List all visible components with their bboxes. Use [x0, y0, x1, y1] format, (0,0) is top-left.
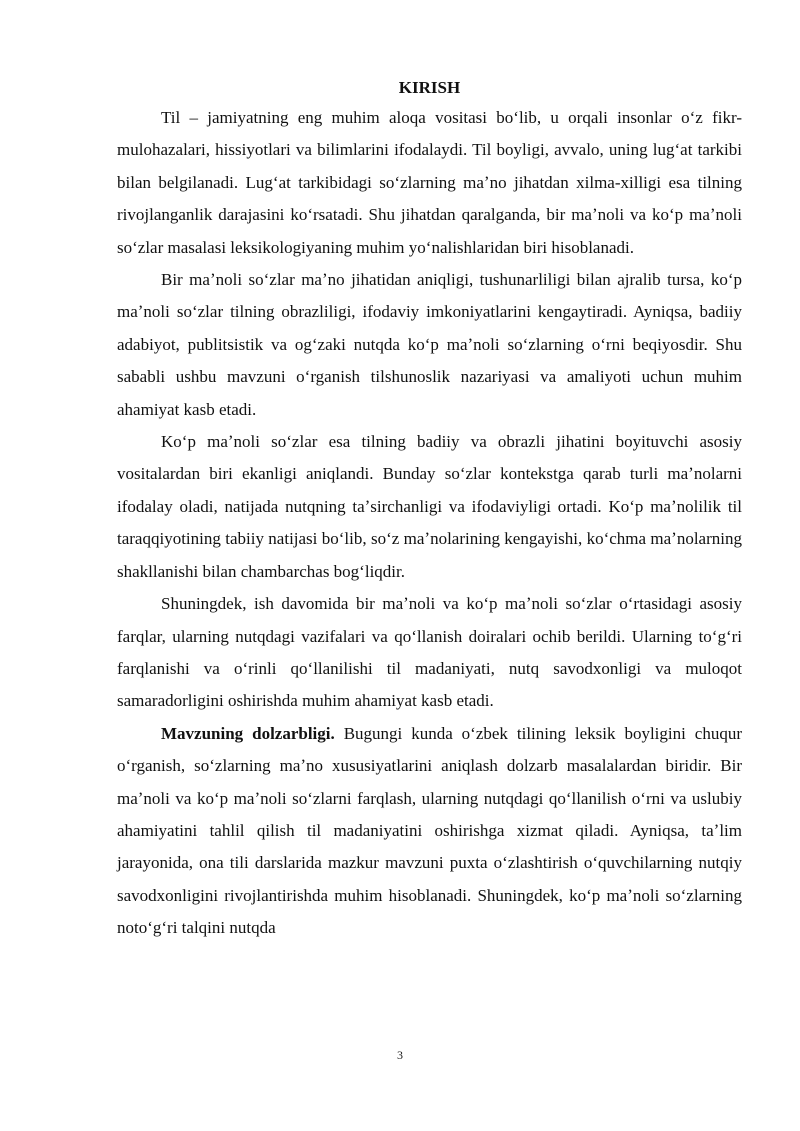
paragraph — [117, 102, 742, 264]
paragraph — [117, 588, 742, 718]
paragraph-lead: Mavzuning dolzarbligi. — [161, 723, 335, 743]
paragraph-text: Shuningdek, ish davomida bir maʼnoli va koʻp maʼnoli soʻzlar oʻrtasidagi asosiy farqlar, ularning nutqdagi vazifalari va qoʻllanish doiralari ochib berildi. Ularning toʻgʻri farqlanishi va oʻrinli qoʻllanilishi til madaniyati, nutq savodxonligi va muloqot samaradorligini oshirishda muhim ahamiyat kasb etadi. — [117, 594, 742, 711]
paragraph-text: Til – jamiyatning eng muhim aloqa vositasi boʻlib, u orqali insonlar oʻz fikr-mulohazalari, hissiyotlari va bilimlarini ifodalaydi. Til boyligi, avvalo, uning lugʻat tarkibi bilan belgilanadi. Lugʻat tarkibidagi soʻzlarning maʼno jihatdan xilma-xilligi esa tilning rivojlanganlik darajasini koʻrsatadi. Shu jihatdan qaralganda, bir maʼnoli va koʻp maʼnoli soʻzlar masalasi leksikologiyaning muhim yoʻnalishlaridan biri hisoblanadi. — [117, 108, 742, 257]
chapter-heading: KIRISH — [398, 78, 461, 97]
document-page — [117, 74, 742, 945]
paragraph-text: Bugungi kunda oʻzbek tilining leksik boyligini chuqur oʻrganish, soʻzlarning maʼno xususiyatlarini aniqlash dolzarb masalalardan biridir. Bir maʼnoli va koʻp maʼnoli soʻzlarni farqlash, ularning nutqdagi qoʻllanilish oʻrni va uslubiy ahamiyatini tahlil qilish til madaniyatini oshirishga xizmat qiladi. Ayniqsa, taʼlim jarayonida, ona tili darslarida mazkur mavzuni puxta oʻzlashtirish oʻquvchilarning nutqiy savodxonligini rivojlantirishda muhim hisoblanadi. Shuningdek, koʻp maʼnoli soʻzlarning notoʻgʻri talqini nutqda — [117, 723, 742, 938]
page-number: 3 — [397, 1048, 403, 1062]
paragraph — [117, 264, 742, 426]
paragraph-list — [117, 102, 742, 945]
paragraph — [117, 426, 742, 588]
paragraph-relevance — [117, 718, 742, 945]
paragraph-text: Koʻp maʼnoli soʻzlar esa tilning badiiy va obrazli jihatini boyituvchi asosiy vositalardan biri ekanligi aniqlandi. Bunday soʻzlar kontekstga qarab turli maʼnolarni ifodalay oladi, natijada nutqning taʼsirchanligi va ifodaviyligi ortadi. Koʻp maʼnolilik til taraqqiyotining tabiiy natijasi boʻlib, soʻz maʼnolarining kengayishi, koʻchma maʼnolarning shakllanishi bilan chambarchas bogʻliqdir. — [117, 432, 742, 581]
paragraph-text: Bir maʼnoli soʻzlar maʼno jihatidan aniqligi, tushunarliligi bilan ajralib tursa, koʻp maʼnoli soʻzlar tilning obrazliligi, ifodaviy imkoniyatlarini kengaytiradi. Ayniqsa, badiiy adabiyot, publitsistik va ogʻzaki nutqda koʻp maʼnoli soʻzlarning oʻrni beqiyosdir. Shu sababli ushbu mavzuni oʻrganish tilshunoslik nazariyasi va amaliyoti uchun muhim ahamiyat kasb etadi. — [117, 270, 742, 419]
